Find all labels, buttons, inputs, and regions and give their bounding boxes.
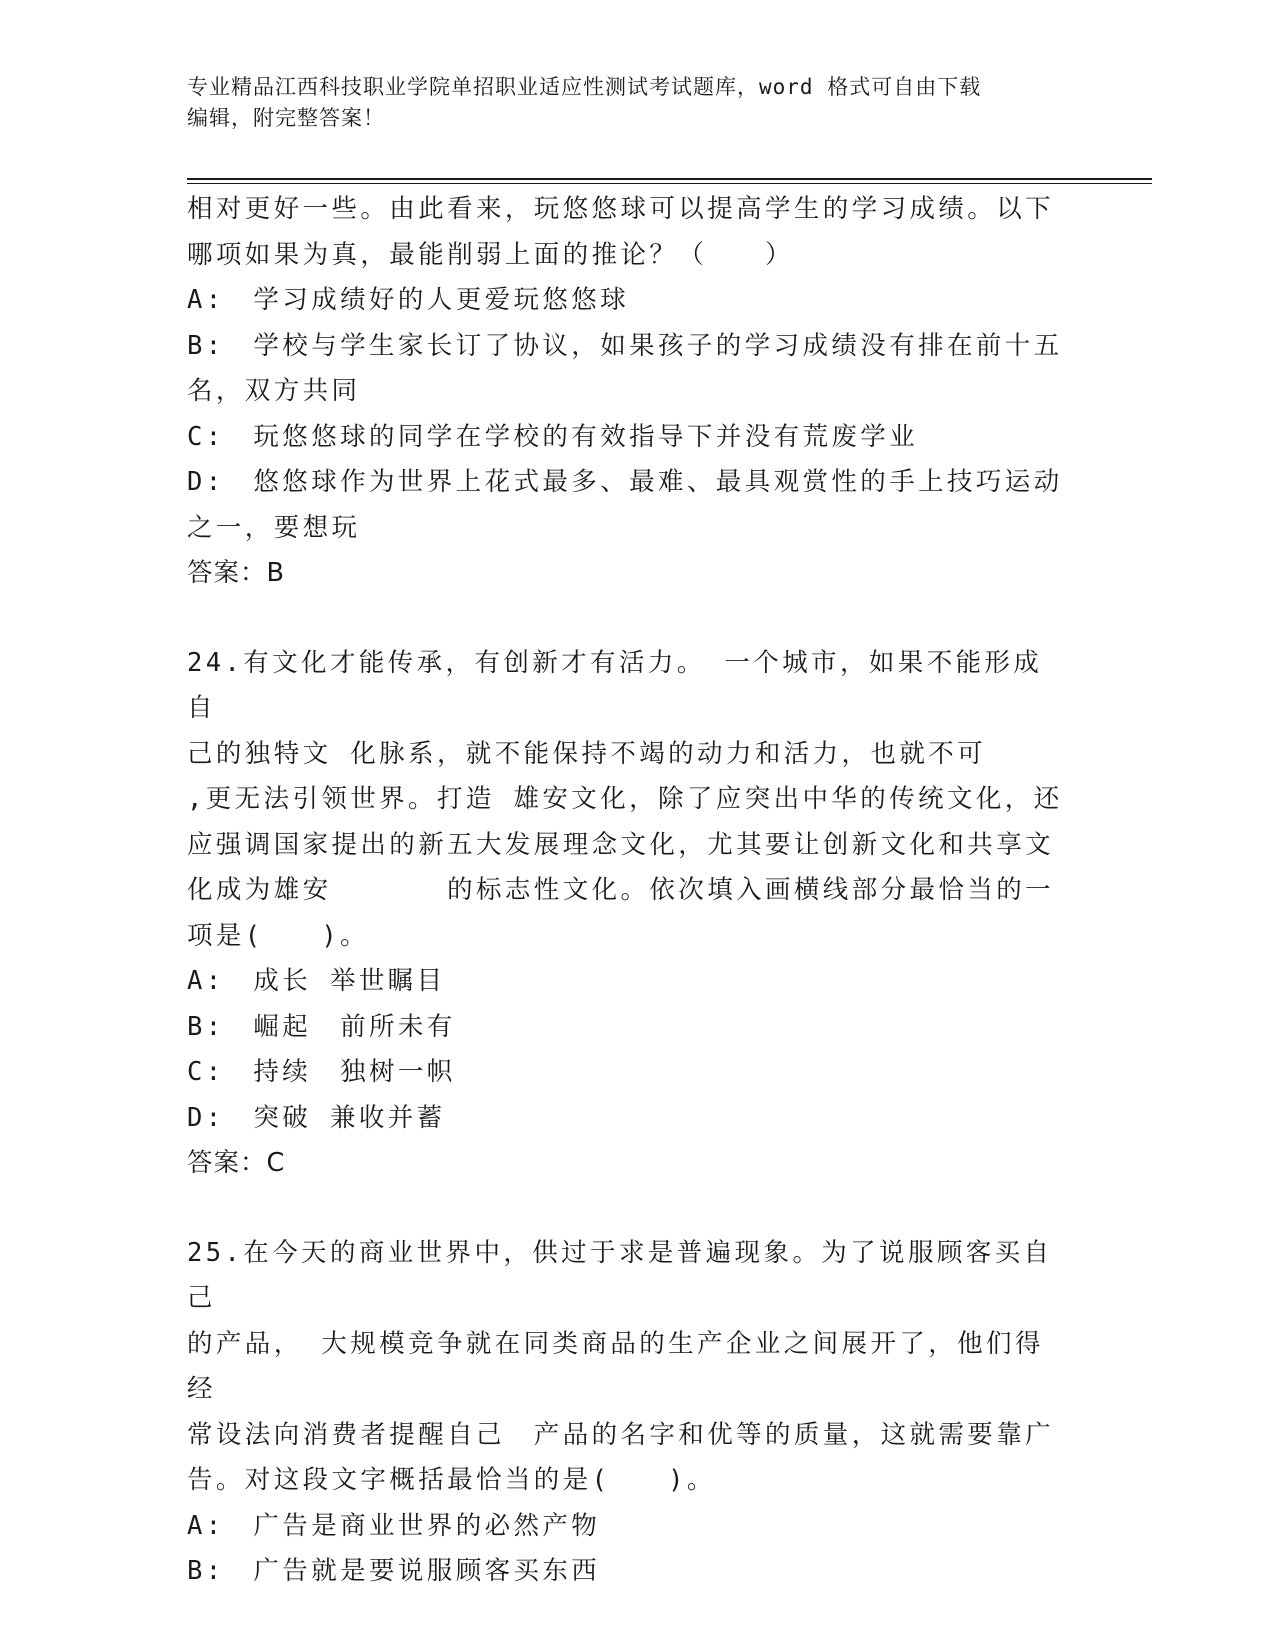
answer: 答案：C <box>187 1148 286 1178</box>
option-a: A: 学习成绩好的人更爱玩悠悠球 <box>187 285 630 315</box>
option-b: B: 崛起 前所未有 <box>187 1011 456 1042</box>
header-line-1: 专业精品江西科技职业学院单招职业适应性测试考试题库，word 格式可自由下载 <box>187 75 982 99</box>
question-stem-line: 25.在今天的商业世界中，供过于求是普遍现象。为了说服顾客买自己 <box>187 1237 1053 1313</box>
document-header <box>187 72 1087 134</box>
header-rule-thin <box>187 183 1152 184</box>
question-stem-line: 24.有文化才能传承，有创新才有活力。 一个城市，如果不能形成自 <box>187 647 1043 723</box>
question-stem-line: 哪项如果为真，最能削弱上面的推论？（ ） <box>187 239 794 270</box>
question-stem-line: 项是( )。 <box>187 920 370 951</box>
question-25 <box>187 1231 1067 1595</box>
question-stem-line: ,更无法引领世界。打造 雄安文化，除了应突出中华的传统文化，还 <box>187 784 1063 814</box>
option-b: B: 广告就是要说服顾客买东西 <box>187 1556 601 1586</box>
question-stem-line: 相对更好一些。由此看来，玩悠悠球可以提高学生的学习成绩。以下 <box>187 194 1055 224</box>
option-d: D: 悠悠球作为世界上花式最多、最难、最具观赏性的手上技巧运动 <box>187 467 1063 497</box>
option-c: C: 持续 独树一帜 <box>187 1057 456 1087</box>
question-stem-line: 的产品， 大规模竞争就在同类商品的生产企业之间展开了，他们得经 <box>187 1328 1044 1404</box>
answer: 答案：B <box>187 558 285 588</box>
option-a: A: 广告是商业世界的必然产物 <box>187 1510 601 1541</box>
option-b: B: 学校与学生家长订了协议，如果孩子的学习成绩没有排在前十五 <box>187 330 1063 361</box>
option-a: A: 成长 举世瞩目 <box>187 966 446 996</box>
question-23 <box>187 187 1067 597</box>
header-rule-thick <box>187 178 1152 180</box>
question-stem-line: 常设法向消费者提醒自己 产品的名字和优等的质量，这就需要靠广 <box>187 1419 1055 1450</box>
header-line-2: 编辑，附完整答案！ <box>187 106 385 130</box>
question-stem-line: 己的独特文 化脉系，就不能保持不竭的动力和活力，也就不可 <box>187 738 987 769</box>
question-stem-line: 告。对这段文字概括最恰当的是( )。 <box>187 1465 716 1495</box>
question-stem-line: 应强调国家提出的新五大发展理念文化，尤其要让创新文化和共享文 <box>187 829 1055 860</box>
option-d: D: 突破 兼收并蓄 <box>187 1102 446 1133</box>
option-d-continued: 之一，要想玩 <box>187 512 361 543</box>
option-c: C: 玩悠悠球的同学在学校的有效指导下并没有荒废学业 <box>187 421 919 452</box>
question-24 <box>187 641 1067 1187</box>
option-b-continued: 名，双方共同 <box>187 376 361 406</box>
document-body <box>187 187 1067 1595</box>
question-stem-line: 化成为雄安 的标志性文化。依次填入画横线部分最恰当的一 <box>187 875 1055 905</box>
